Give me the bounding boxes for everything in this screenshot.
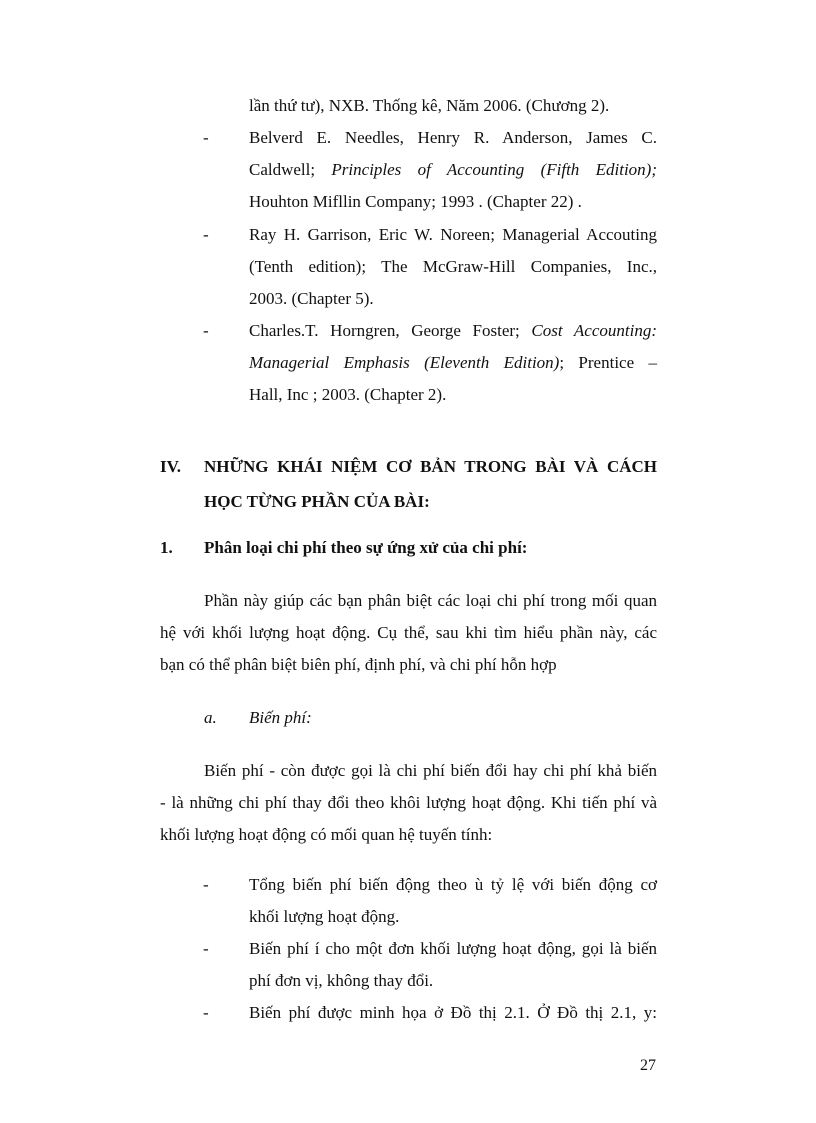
subsection-a-title: Biến phí: bbox=[249, 708, 312, 727]
paragraph-2-line1: Biến phí - còn được gọi là chi phí biến đổi hay chi phí khả biến bbox=[204, 761, 657, 780]
reference-2-bullet: - bbox=[203, 128, 209, 147]
reference-4-line3: Hall, Inc ; 2003. (Chapter 2). bbox=[249, 385, 447, 404]
reference-2-book-title: Principles of Accounting (Fifth Edition); bbox=[331, 160, 657, 179]
reference-3-bullet: - bbox=[203, 225, 209, 244]
bullet-1-dash: - bbox=[203, 875, 209, 894]
reference-2-line3: Houhton Mifllin Company; 1993 . (Chapter 22) . bbox=[249, 192, 582, 211]
paragraph-2-line2: - là những chi phí thay đổi theo khôi lượng hoạt động. Khi tiến phí và bbox=[160, 793, 657, 812]
reference-4-line1 bbox=[249, 320, 657, 342]
reference-4-line2 bbox=[249, 352, 657, 374]
reference-2-authors-tail: Caldwell; bbox=[249, 160, 332, 179]
bullet-1-line1: Tổng biến phí biến động theo ù tỷ lệ với biến động cơ bbox=[249, 875, 657, 894]
reference-4-bullet: - bbox=[203, 321, 209, 340]
bullet-3-dash: - bbox=[203, 1003, 209, 1022]
subsection-a-label: a. bbox=[204, 708, 217, 727]
section-4-number: IV. bbox=[160, 457, 181, 476]
reference-4-book-title-start: Cost Accounting: bbox=[531, 321, 657, 340]
reference-2-line1: Belverd E. Needles, Henry R. Anderson, James C. bbox=[249, 128, 657, 147]
page-number: 27 bbox=[640, 1057, 656, 1074]
paragraph-1-line3: bạn có thể phân biệt biên phí, định phí, và chi phí hỗn hợp bbox=[160, 655, 557, 674]
section-4-title-line1: NHỮNG KHÁI NIỆM CƠ BẢN TRONG BÀI VÀ CÁCH bbox=[204, 457, 657, 476]
reference-4-authors: Charles.T. Horngren, George Foster; bbox=[249, 321, 532, 340]
reference-1-tail: lần thứ tư), NXB. Thống kê, Năm 2006. (Chương 2). bbox=[249, 96, 610, 115]
reference-4-publisher: ; Prentice – bbox=[559, 353, 658, 372]
section-1-title: Phân loại chi phí theo sự ứng xử của chi phí: bbox=[204, 538, 528, 557]
bullet-1-line2: khối lượng hoạt động. bbox=[249, 907, 400, 926]
reference-3-line2: (Tenth edition); The McGraw-Hill Companies, Inc., bbox=[249, 257, 657, 276]
bullet-2-line1: Biến phí í cho một đơn khối lượng hoạt động, gọi là biến bbox=[249, 939, 657, 958]
bullet-3-line1: Biến phí được minh họa ở Đồ thị 2.1. Ở Đồ thị 2.1, y: bbox=[249, 1003, 657, 1022]
section-4-title-line2: HỌC TỪNG PHẦN CỦA BÀI: bbox=[204, 492, 430, 511]
bullet-2-dash: - bbox=[203, 939, 209, 958]
paragraph-1-line1: Phần này giúp các bạn phân biệt các loại chi phí trong mối quan bbox=[204, 591, 657, 610]
reference-2-line2 bbox=[249, 159, 657, 181]
paragraph-1-line2: hệ với khối lượng hoạt động. Cụ thể, sau khi tìm hiểu phần này, các bbox=[160, 623, 657, 642]
reference-3-line1: Ray H. Garrison, Eric W. Noreen; Managerial Accouting bbox=[249, 225, 657, 244]
paragraph-2-line3: khối lượng hoạt động có mối quan hệ tuyến tính: bbox=[160, 825, 493, 844]
bullet-2-line2: phí đơn vị, không thay đổi. bbox=[249, 971, 434, 990]
reference-4-book-title-end: Managerial Emphasis (Eleventh Edition) bbox=[249, 353, 560, 372]
reference-3-line3: 2003. (Chapter 5). bbox=[249, 289, 374, 308]
section-1-number: 1. bbox=[160, 538, 173, 557]
